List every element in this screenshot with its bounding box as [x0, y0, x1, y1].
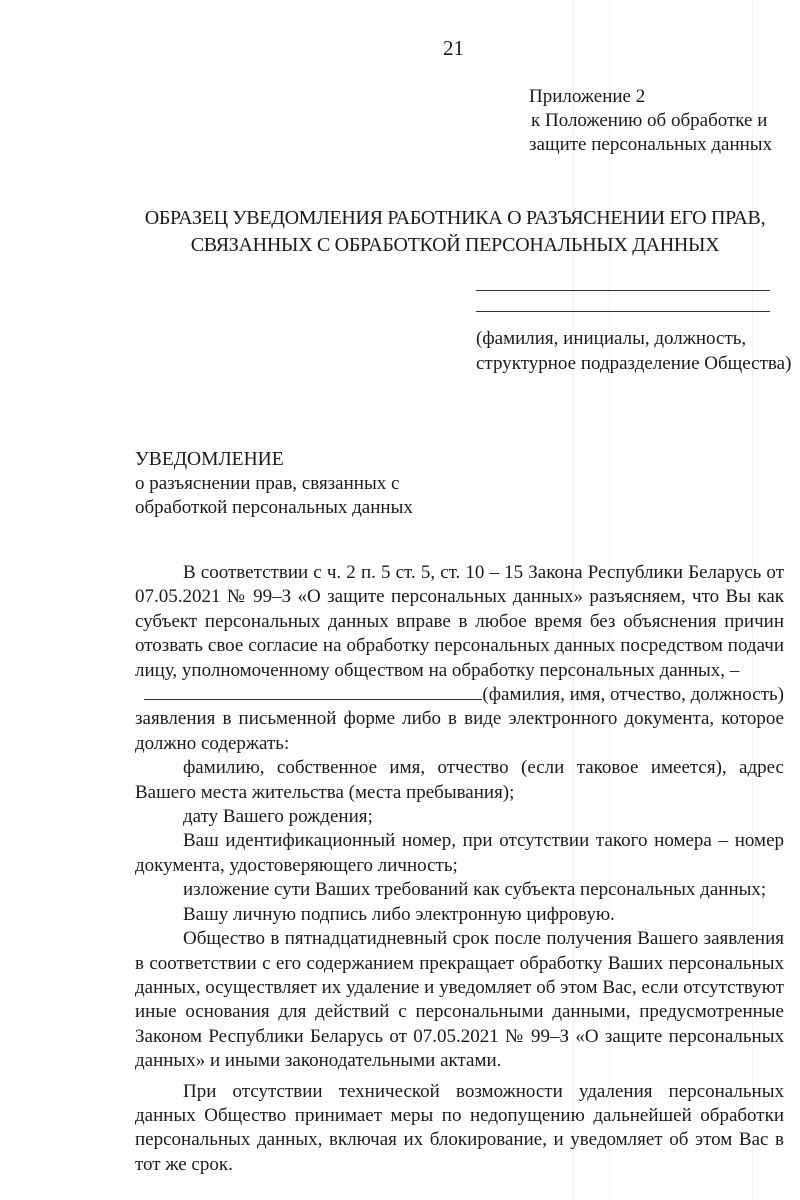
paragraph: При отсутствии технической возможности удаления персональных данных Общество принимает меры по недопущению дальнейшей обработки персональных данных, включая их блокирование, и уведомляет об этом Вас в тот же срок.: [135, 1080, 784, 1175]
blank-field-line[interactable]: [144, 685, 482, 700]
recipient-blank-line[interactable]: [476, 311, 770, 312]
list-item: изложение сути Ваших требований как субъекта персональных данных;: [183, 879, 767, 901]
paragraph: заявления в письменной форме либо в виде электронного документа, которое должно содержать:: [135, 708, 784, 754]
caption-line: структурное подразделение Общества): [476, 353, 792, 374]
caption-line: (фамилия, инициалы, должность,: [476, 328, 747, 349]
appendix-line: к Положению об обработке и: [531, 110, 768, 131]
title-line: СВЯЗАННЫХ С ОБРАБОТКОЙ ПЕРСОНАЛЬНЫХ ДАННЫХ: [190, 234, 720, 256]
recipient-block: [476, 290, 796, 376]
list-item: фамилию, собственное имя, отчество (если таковое имеется), адрес Вашего места жительства (места пребывания);: [135, 757, 784, 803]
list-item: Ваш идентификационный номер, при отсутствии такого номера – номер документа, удостоверяющего личность;: [135, 830, 784, 876]
notice-heading: УВЕДОМЛЕНИЕ: [135, 449, 284, 470]
recipient-blank-line[interactable]: [476, 290, 770, 291]
notice-subtitle: обработкой персональных данных: [135, 497, 413, 518]
notice-subtitle: о разъяснении прав, связанных с: [135, 473, 400, 494]
appendix-line: Приложение 2: [529, 86, 646, 107]
paragraph: В соответствии с ч. 2 п. 5 ст. 5, ст. 10 – 15 Закона Республики Беларусь от 07.05.2021 № 99–З «О защите персональных данных» разъясняем, что Вы как субъект персональных данных вправе в любое время без объяснения причин отозвать свое согласие на обработку персональных данных посредством подачи лицу, уполномоченному обществом на обработку персональных данных, –: [135, 562, 784, 681]
list-item: дату Вашего рождения;: [183, 806, 373, 828]
title-line: ОБРАЗЕЦ УВЕДОМЛЕНИЯ РАБОТНИКА О РАЗЪЯСНЕНИИ ЕГО ПРАВ,: [144, 207, 766, 229]
list-item: Вашу личную подпись либо электронную цифровую.: [183, 903, 615, 925]
paragraph: Общество в пятнадцатидневный срок после получения Вашего заявления в соответствии с его содержанием прекращает обработку Ваших персональных данных, осуществляет их удаление и уведомляет об этом Вас, если отсутствуют иные основания для действий с персональными данными, предусмотренные Законом Республики Беларусь от 07.05.2021 № 99–З «О защите персональных данных» и иными законодательными актами.: [135, 928, 784, 1072]
notice-body: [135, 561, 784, 1177]
notice-heading-block: [135, 448, 413, 520]
document-title: [130, 205, 780, 259]
appendix-line: защите персональных данных: [529, 134, 773, 155]
blank-field-row: [135, 683, 784, 707]
blank-field-caption: (фамилия, имя, отчество, должность): [482, 684, 784, 706]
page-number: 21: [443, 36, 464, 60]
appendix-reference: [529, 85, 772, 157]
recipient-caption: [476, 326, 796, 376]
